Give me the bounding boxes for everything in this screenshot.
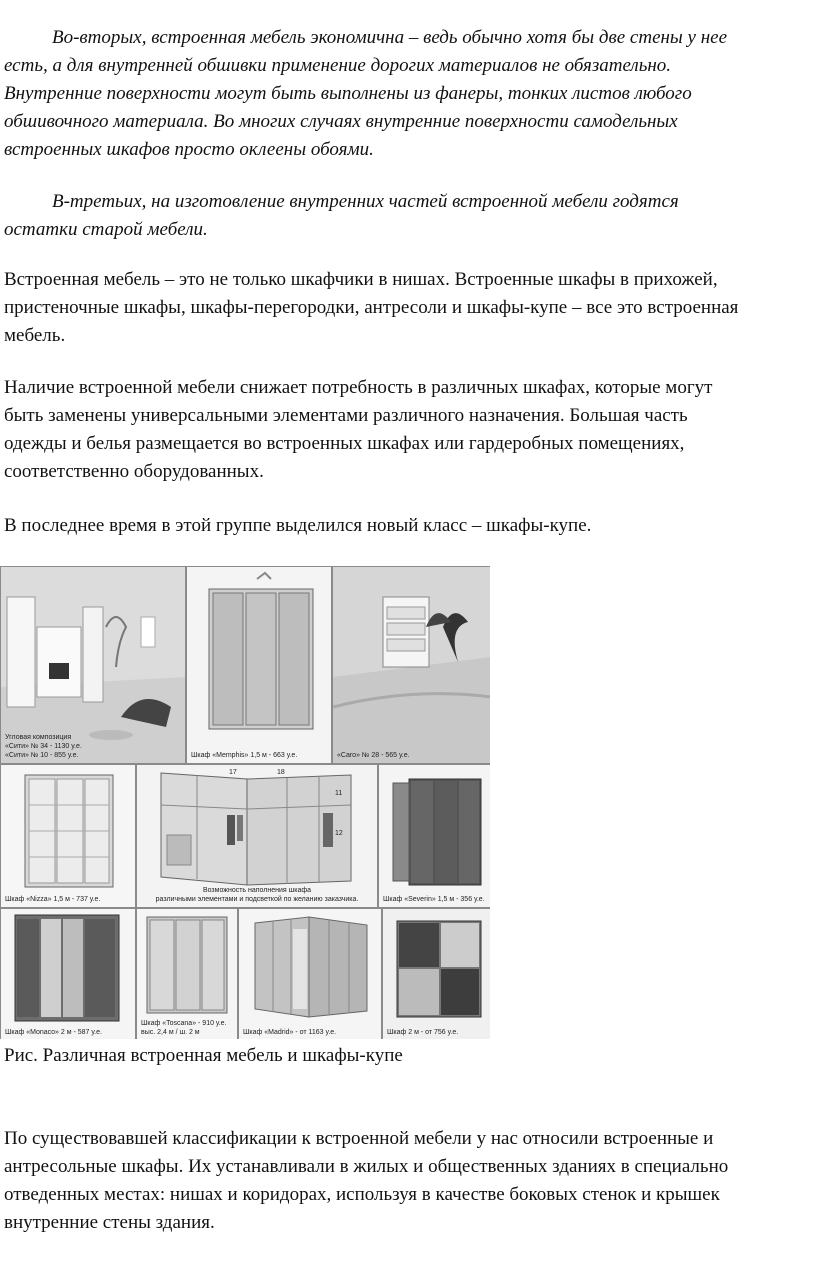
photo-wardrobe-toscana — [136, 908, 238, 1039]
text-line: Встроенная мебель – это не только шкафчики в нишах. Встроенные шкафы в прихожей, — [4, 269, 718, 290]
text-line: встроенных шкафов просто оклеены обоями. — [4, 139, 374, 160]
wardrobe-illustration — [187, 567, 331, 763]
text-line: одежды и белья размещается во встроенных шкафах или гардеробных помещениях, — [4, 433, 685, 454]
furniture-collage-figure — [0, 566, 490, 1039]
photo-caption: Шкаф «Madrid» - от 1163 у.е. — [243, 1029, 337, 1036]
text-line: соответственно оборудованных. — [4, 461, 264, 482]
paragraph-reduces-need — [4, 374, 812, 486]
photo-caption: Шкаф «Toscana» - 910 у.е. выс. 2,4 м / ш. 2 м — [141, 1020, 227, 1036]
photo-wardrobe-nizza — [0, 764, 136, 908]
text-line: Внутренние поверхности могут быть выполнены из фанеры, тонких листов любого — [4, 83, 692, 104]
text-line: В последнее время в этой группе выделился новый класс – шкафы-купе. — [4, 515, 592, 536]
text-line: В-третьих, на изготовление внутренних частей встроенной мебели годятся — [52, 191, 679, 212]
text-line: есть, а для внутренней обшивки применение дорогих материалов не обязательно. — [4, 55, 672, 76]
text-line: быть заменены универсальными элементами различного назначения. Большая часть — [4, 405, 688, 426]
shelf-unit-illustration — [333, 567, 490, 763]
text-line: остатки старой мебели. — [4, 219, 208, 240]
figure-caption — [4, 1042, 812, 1070]
text-line: Наличие встроенной мебели снижает потребность в различных шкафах, которые могут — [4, 377, 713, 398]
photo-wardrobe-memphis — [186, 566, 332, 764]
photo-wardrobe-2m — [382, 908, 490, 1039]
photo-wardrobe-madrid — [238, 908, 382, 1039]
paragraph-old-furniture — [4, 188, 812, 244]
photo-wardrobe-interior — [136, 764, 378, 908]
text-line: внутренние стены здания. — [4, 1212, 215, 1233]
wardrobe-illustration — [1, 765, 135, 907]
photo-corner-composition — [0, 566, 186, 764]
photo-caption: «Caro» № 28 - 565 у.е. — [337, 752, 410, 759]
text-line: обшивочного материала. Во многих случаях внутренние поверхности самодельных — [4, 111, 678, 132]
badge-label: 11 — [335, 790, 343, 797]
photo-caption: Шкаф «Severin» 1,5 м - 356 у.е. — [383, 896, 485, 903]
photo-caption: Угловая композиция «Сити» № 34 - 1130 у.е. «Сити» № 10 - 855 у.е. — [5, 734, 82, 759]
text-line: Во-вторых, встроенная мебель экономична – ведь обычно хотя бы две стены у нее — [52, 27, 728, 48]
badge-label: 12 — [335, 830, 343, 837]
text-line: пристеночные шкафы, шкафы-перегородки, антресоли и шкафы-купе – все это встроенная — [4, 297, 739, 318]
wardrobe-illustration — [379, 765, 490, 907]
paragraph-classification — [4, 1125, 812, 1237]
photo-caption: Шкаф «Memphis» 1,5 м - 663 у.е. — [191, 752, 298, 759]
paragraph-not-only-niches — [4, 266, 812, 350]
wardrobe-illustration — [1, 909, 135, 1039]
text-line: мебель. — [4, 325, 66, 346]
badge-label: 17 — [229, 769, 237, 776]
caption-text: Рис. Различная встроенная мебель и шкафы-купе — [4, 1045, 403, 1066]
photo-caption: Шкаф «Nizza» 1,5 м - 737 у.е. — [5, 896, 101, 903]
photo-wardrobe-monaco — [0, 908, 136, 1039]
paragraph-new-class — [4, 512, 812, 540]
photo-caro — [332, 566, 490, 764]
photo-caption: Шкаф 2 м - от 756 у.е. — [387, 1029, 459, 1036]
photo-caption: Возможность наполнения шкафа различными элементами и подсветкой по желанию заказчика. — [155, 887, 359, 903]
text-line: антресольные шкафы. Их устанавливали в жилых и общественных зданиях в специально — [4, 1156, 729, 1177]
text-line: отведенных местах: нишах и коридорах, используя в качестве боковых стенок и крышек — [4, 1184, 720, 1205]
paragraph-built-in-economy — [4, 24, 812, 164]
text-line: По существовавшей классификации к встроенной мебели у нас относили встроенные и — [4, 1128, 714, 1149]
sliding-door-wardrobe-illustration — [383, 909, 490, 1039]
corner-wardrobe-illustration — [239, 909, 381, 1039]
badge-label: 18 — [277, 769, 285, 776]
photo-caption: Шкаф «Monaco» 2 м - 587 у.е. — [5, 1029, 102, 1036]
photo-wardrobe-severin — [378, 764, 490, 908]
